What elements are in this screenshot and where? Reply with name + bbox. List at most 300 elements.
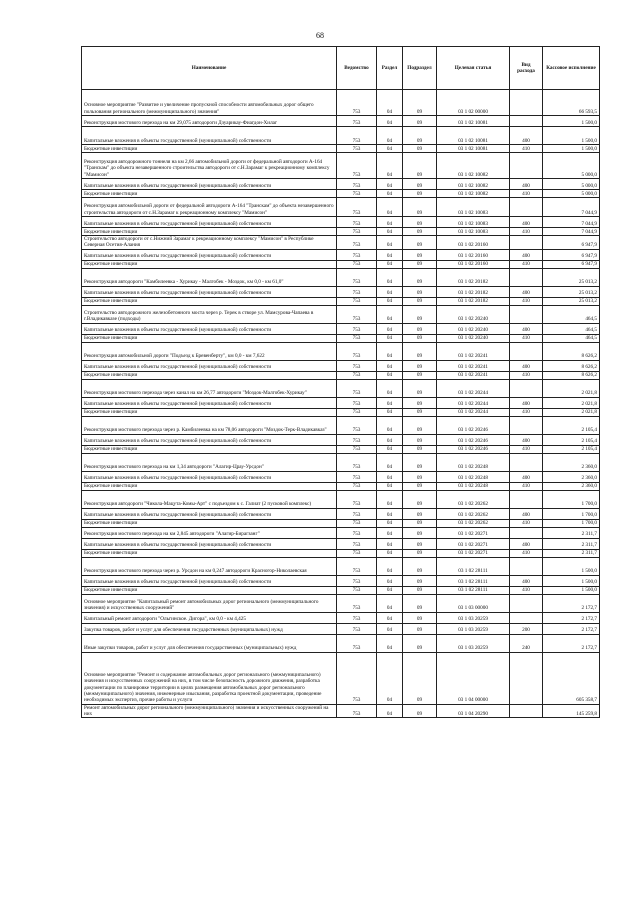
cell-target-article: 03 1 02 10082 (437, 153, 510, 179)
cell-section: 04 (377, 527, 403, 538)
cell-department: 753 (337, 634, 377, 652)
cell-department: 753 (337, 249, 377, 260)
cell-amount: 1 500,0 (543, 127, 600, 145)
cell-expense-type: 410 (510, 260, 543, 268)
table-row (82, 249, 600, 260)
cell-name: Бюджетные инвестиции (82, 408, 337, 416)
cell-amount: 2 172,7 (543, 623, 600, 634)
table-row (82, 323, 600, 334)
cell-section: 04 (377, 297, 403, 305)
cell-amount: 2 311,7 (543, 527, 600, 538)
cell-expense-type: 400 (510, 179, 543, 190)
cell-expense-type: 400 (510, 397, 543, 408)
cell-department: 753 (337, 228, 377, 236)
cell-section: 04 (377, 153, 403, 179)
cell-department: 753 (337, 549, 377, 557)
table-row (82, 228, 600, 236)
table-row (82, 371, 600, 379)
cell-subsection: 09 (403, 190, 437, 198)
cell-amount: 2 360,0 (543, 482, 600, 490)
cell-name: Реконструкция автомобильной дороги "Подъезд к Бревенберту", км 0,0 - км 7,622 (82, 342, 337, 360)
cell-target-article: 03 1 02 20240 (437, 334, 510, 342)
cell-department: 753 (337, 286, 377, 297)
cell-expense-type: 410 (510, 549, 543, 557)
cell-subsection: 09 (403, 116, 437, 127)
cell-department: 753 (337, 408, 377, 416)
cell-name: Реконструкция автодороги "Чикола-Мацута-Комы-Арт" с подъездом к с. Галиат (2 пусковой комплекс) (82, 490, 337, 508)
cell-name: Бюджетные инвестиции (82, 482, 337, 490)
cell-expense-type (510, 490, 543, 508)
cell-section: 04 (377, 471, 403, 482)
cell-target-article: 03 1 02 20244 (437, 379, 510, 397)
cell-target-article: 03 1 03 20259 (437, 634, 510, 652)
cell-amount: 2 311,7 (543, 549, 600, 557)
cell-name: Реконструкция автодорожного тоннеля на км 2,66 автомобильной дороги от федеральной автодороги А-164 "Транскам" до объекта незавершенного строительства автодороги от с.Н.Зарамаг к рекреационному комплексу "Мамисон" (82, 153, 337, 179)
cell-expense-type: 410 (510, 445, 543, 453)
cell-expense-type: 200 (510, 623, 543, 634)
cell-section: 04 (377, 249, 403, 260)
cell-section: 04 (377, 538, 403, 549)
cell-section: 04 (377, 190, 403, 198)
cell-subsection: 09 (403, 538, 437, 549)
cell-amount: 2 105,4 (543, 416, 600, 434)
cell-subsection: 09 (403, 217, 437, 228)
cell-name: Основное мероприятие "Развитие и увеличение пропускной способности автомобильных дорог общего пользования регионального (межмуниципального) значения" (82, 90, 337, 116)
cell-name: Бюджетные инвестиции (82, 334, 337, 342)
cell-department: 753 (337, 179, 377, 190)
cell-name: Бюджетные инвестиции (82, 297, 337, 305)
cell-department: 753 (337, 371, 377, 379)
cell-target-article: 03 1 02 10081 (437, 145, 510, 153)
cell-department: 753 (337, 190, 377, 198)
cell-expense-type (510, 153, 543, 179)
cell-expense-type: 400 (510, 127, 543, 145)
budget-execution-table (81, 46, 600, 718)
cell-expense-type: 400 (510, 249, 543, 260)
cell-department: 753 (337, 538, 377, 549)
cell-subsection: 09 (403, 397, 437, 408)
cell-amount: 464,5 (543, 305, 600, 323)
cell-expense-type: 410 (510, 371, 543, 379)
table-row (82, 538, 600, 549)
cell-subsection: 09 (403, 236, 437, 250)
cell-target-article: 03 1 02 20248 (437, 453, 510, 471)
cell-target-article: 03 1 02 20240 (437, 323, 510, 334)
cell-target-article: 03 1 02 20244 (437, 397, 510, 408)
cell-section: 04 (377, 342, 403, 360)
table-header-row (82, 47, 600, 90)
cell-target-article: 03 1 02 20246 (437, 434, 510, 445)
cell-name: Капитальные вложения в объекты государственной (муниципальной) собственности (82, 286, 337, 297)
cell-department: 753 (337, 360, 377, 371)
cell-amount: 66 593,5 (543, 90, 600, 116)
cell-department: 753 (337, 527, 377, 538)
cell-department: 753 (337, 508, 377, 519)
cell-expense-type (510, 379, 543, 397)
cell-subsection: 09 (403, 704, 437, 718)
cell-department: 753 (337, 704, 377, 718)
cell-target-article: 03 1 02 20240 (437, 305, 510, 323)
cell-section: 04 (377, 145, 403, 153)
cell-name: Реконструкция мостового перехода через р. Камбилеевка на км 78,06 автодороги "Моздок-Терк-Владикавказ" (82, 416, 337, 434)
cell-subsection: 09 (403, 334, 437, 342)
cell-expense-type: 410 (510, 334, 543, 342)
table-row (82, 268, 600, 286)
cell-name: Бюджетные инвестиции (82, 145, 337, 153)
cell-subsection: 09 (403, 153, 437, 179)
cell-section: 04 (377, 453, 403, 471)
cell-amount: 7 044,9 (543, 217, 600, 228)
cell-target-article: 03 1 04 00000 (437, 652, 510, 704)
cell-target-article: 03 1 02 20160 (437, 249, 510, 260)
cell-name: Капитальные вложения в объекты государственной (муниципальной) собственности (82, 575, 337, 586)
cell-section: 04 (377, 557, 403, 575)
page-number: 68 (316, 31, 324, 40)
cell-section: 04 (377, 575, 403, 586)
cell-target-article: 03 1 02 00000 (437, 90, 510, 116)
cell-section: 04 (377, 286, 403, 297)
table-row (82, 652, 600, 704)
cell-section: 04 (377, 508, 403, 519)
cell-subsection: 09 (403, 416, 437, 434)
table-row (82, 334, 600, 342)
cell-target-article: 03 1 02 20244 (437, 408, 510, 416)
cell-department: 753 (337, 342, 377, 360)
cell-amount: 8 626,2 (543, 342, 600, 360)
cell-section: 04 (377, 198, 403, 217)
cell-subsection: 09 (403, 127, 437, 145)
cell-name: Закупка товаров, работ и услуг для обеспечения государственных (муниципальных) нужд (82, 623, 337, 634)
cell-name: Бюджетные инвестиции (82, 228, 337, 236)
header-target-article: Целевая статья (437, 47, 510, 90)
cell-target-article: 03 1 02 28111 (437, 557, 510, 575)
cell-subsection: 09 (403, 594, 437, 612)
cell-target-article: 03 1 02 10082 (437, 179, 510, 190)
cell-target-article: 03 1 02 20271 (437, 538, 510, 549)
cell-section: 04 (377, 549, 403, 557)
table-row (82, 519, 600, 527)
table-row (82, 153, 600, 179)
cell-subsection: 09 (403, 652, 437, 704)
cell-department: 753 (337, 623, 377, 634)
cell-amount: 6 947,9 (543, 260, 600, 268)
cell-section: 04 (377, 179, 403, 190)
cell-section: 04 (377, 434, 403, 445)
cell-subsection: 09 (403, 623, 437, 634)
table-row (82, 575, 600, 586)
table-row (82, 586, 600, 594)
cell-target-article: 03 1 02 20241 (437, 342, 510, 360)
cell-department: 753 (337, 471, 377, 482)
cell-department: 753 (337, 236, 377, 250)
cell-subsection: 09 (403, 371, 437, 379)
cell-expense-type (510, 198, 543, 217)
cell-name: Строительство автодорожного железобетонного моста через р. Терек в створе ул. Мамсурова-Чапаева в г.Владикавказе (подходы) (82, 305, 337, 323)
cell-section: 04 (377, 634, 403, 652)
table-row (82, 508, 600, 519)
cell-target-article: 03 1 02 10083 (437, 198, 510, 217)
cell-expense-type (510, 594, 543, 612)
cell-department: 753 (337, 334, 377, 342)
cell-amount: 5 000,0 (543, 190, 600, 198)
cell-name: Бюджетные инвестиции (82, 190, 337, 198)
cell-section: 04 (377, 217, 403, 228)
cell-subsection: 09 (403, 453, 437, 471)
cell-subsection: 09 (403, 508, 437, 519)
cell-department: 753 (337, 557, 377, 575)
cell-target-article: 03 1 02 20262 (437, 519, 510, 527)
cell-expense-type (510, 704, 543, 718)
cell-department: 753 (337, 594, 377, 612)
table-row (82, 453, 600, 471)
cell-expense-type: 410 (510, 519, 543, 527)
cell-target-article: 03 1 02 20262 (437, 490, 510, 508)
header-section: Раздел (377, 47, 403, 90)
cell-expense-type: 410 (510, 586, 543, 594)
cell-amount: 464,5 (543, 334, 600, 342)
table-row (82, 179, 600, 190)
cell-department: 753 (337, 379, 377, 397)
table-row (82, 379, 600, 397)
cell-expense-type (510, 527, 543, 538)
cell-expense-type: 400 (510, 508, 543, 519)
cell-department: 753 (337, 260, 377, 268)
table-row (82, 704, 600, 718)
cell-subsection: 09 (403, 249, 437, 260)
cell-amount: 2 360,0 (543, 453, 600, 471)
cell-name: Капитальные вложения в объекты государственной (муниципальной) собственности (82, 249, 337, 260)
table-row (82, 527, 600, 538)
cell-expense-type: 410 (510, 228, 543, 236)
cell-section: 04 (377, 623, 403, 634)
cell-department: 753 (337, 612, 377, 623)
cell-name: Капитальные вложения в объекты государственной (муниципальной) собственности (82, 471, 337, 482)
cell-subsection: 09 (403, 634, 437, 652)
cell-section: 04 (377, 334, 403, 342)
cell-section: 04 (377, 445, 403, 453)
cell-amount: 8 626,2 (543, 360, 600, 371)
table-row (82, 217, 600, 228)
cell-subsection: 09 (403, 549, 437, 557)
cell-amount: 1 700,0 (543, 519, 600, 527)
cell-target-article: 03 1 03 20259 (437, 612, 510, 623)
cell-section: 04 (377, 236, 403, 250)
table-row (82, 236, 600, 250)
table-row (82, 297, 600, 305)
cell-section: 04 (377, 594, 403, 612)
cell-department: 753 (337, 153, 377, 179)
cell-section: 04 (377, 305, 403, 323)
cell-subsection: 09 (403, 297, 437, 305)
cell-subsection: 09 (403, 612, 437, 623)
cell-amount: 25 013,2 (543, 286, 600, 297)
cell-subsection: 09 (403, 179, 437, 190)
cell-section: 04 (377, 586, 403, 594)
cell-name: Строительство автодороги от с.Нижний Зарамаг к рекреационному комплексу "Мамисон" в Республике Северная Осетия-Алания (82, 236, 337, 250)
cell-amount: 1 500,0 (543, 575, 600, 586)
cell-expense-type: 400 (510, 323, 543, 334)
cell-department: 753 (337, 323, 377, 334)
cell-name: Реконструкция мостового перехода на км 1,34 автодороги "Алагир-Црау-Урсдон" (82, 453, 337, 471)
cell-department: 753 (337, 198, 377, 217)
cell-expense-type: 410 (510, 408, 543, 416)
cell-target-article: 03 1 03 00000 (437, 594, 510, 612)
cell-amount: 1 500,0 (543, 557, 600, 575)
cell-expense-type: 400 (510, 360, 543, 371)
cell-department: 753 (337, 575, 377, 586)
cell-subsection: 09 (403, 408, 437, 416)
cell-section: 04 (377, 127, 403, 145)
cell-name: Иные закупки товаров, работ и услуг для обеспечения государственных (муниципальных) нужд (82, 634, 337, 652)
cell-amount: 6 947,9 (543, 236, 600, 250)
cell-department: 753 (337, 397, 377, 408)
cell-amount: 1 700,0 (543, 490, 600, 508)
cell-department: 753 (337, 519, 377, 527)
cell-expense-type (510, 416, 543, 434)
cell-subsection: 09 (403, 90, 437, 116)
cell-name: Реконструкция автомобильной дороги от федеральной автодороги А-164 "Транскам" до объекта незавершенного строительства автодороги от с.Н.Зарамаг к рекреационному комплексу "Мамисон" (82, 198, 337, 217)
header-expense-type: Вид расхода (510, 47, 543, 90)
cell-target-article: 03 1 02 20182 (437, 297, 510, 305)
cell-amount: 6 947,9 (543, 249, 600, 260)
cell-department: 753 (337, 482, 377, 490)
cell-target-article: 03 1 02 20241 (437, 371, 510, 379)
table-row (82, 445, 600, 453)
cell-name: Реконструкция мостового перехода через р. Урсдон на км 0,247 автодороги Красногор-Николаевская (82, 557, 337, 575)
cell-expense-type: 400 (510, 471, 543, 482)
cell-department: 753 (337, 145, 377, 153)
cell-name: Капитальный ремонт автодороги "Ольгинское. Дигора", км 0,0 - км 4,425 (82, 612, 337, 623)
cell-department: 753 (337, 453, 377, 471)
cell-section: 04 (377, 360, 403, 371)
cell-section: 04 (377, 323, 403, 334)
table-row (82, 490, 600, 508)
cell-amount: 25 013,2 (543, 268, 600, 286)
cell-expense-type: 410 (510, 482, 543, 490)
cell-department: 753 (337, 586, 377, 594)
cell-department: 753 (337, 305, 377, 323)
cell-amount: 2 172,7 (543, 612, 600, 623)
header-name: Наименование (82, 47, 337, 90)
cell-expense-type (510, 90, 543, 116)
cell-target-article: 03 1 03 20259 (437, 623, 510, 634)
header-cash-execution: Кассовое исполнение (543, 47, 600, 90)
cell-target-article: 03 1 02 10081 (437, 116, 510, 127)
cell-subsection: 09 (403, 286, 437, 297)
cell-target-article: 03 1 02 28111 (437, 575, 510, 586)
table-row (82, 116, 600, 127)
cell-target-article: 03 1 02 20182 (437, 268, 510, 286)
cell-expense-type (510, 236, 543, 250)
cell-amount: 464,5 (543, 323, 600, 334)
cell-expense-type (510, 268, 543, 286)
cell-section: 04 (377, 704, 403, 718)
cell-target-article: 03 1 02 10083 (437, 217, 510, 228)
cell-section: 04 (377, 408, 403, 416)
table-row (82, 623, 600, 634)
cell-subsection: 09 (403, 471, 437, 482)
cell-amount: 145 259,8 (543, 704, 600, 718)
cell-department: 753 (337, 268, 377, 286)
cell-section: 04 (377, 379, 403, 397)
cell-target-article: 03 1 02 10081 (437, 127, 510, 145)
cell-expense-type: 240 (510, 634, 543, 652)
table-row (82, 471, 600, 482)
cell-name: Капитальные вложения в объекты государственной (муниципальной) собственности (82, 508, 337, 519)
cell-subsection: 09 (403, 323, 437, 334)
cell-target-article: 03 1 02 20271 (437, 527, 510, 538)
cell-name: Основное мероприятие "Капитальный ремонт автомобильных дорог регионального (межмуниципального значения) и искусственных сооружений" (82, 594, 337, 612)
cell-name: Основное мероприятие "Ремонт и содержание автомобильных дорог регионального (межмуниципального) значения и искусственных сооружений на них, в том числе безопасность дорожного движения, разработка документации по планировке территории в целях размещения автомобильных дорог регионального (межмуниципального) значения, инженерные изыскания, разработка проектной документации, проведение необходимых экспертиз, прочие работы и услуги (82, 652, 337, 704)
cell-amount: 2 021,8 (543, 408, 600, 416)
cell-name: Капитальные вложения в объекты государственной (муниципальной) собственности (82, 217, 337, 228)
cell-amount: 2 172,7 (543, 594, 600, 612)
cell-amount: 5 000,0 (543, 179, 600, 190)
cell-department: 753 (337, 297, 377, 305)
header-subsection: Подраздел (403, 47, 437, 90)
cell-expense-type: 400 (510, 217, 543, 228)
cell-expense-type: 410 (510, 145, 543, 153)
cell-expense-type (510, 612, 543, 623)
cell-amount: 2 021,8 (543, 397, 600, 408)
cell-amount: 2 021,8 (543, 379, 600, 397)
cell-subsection: 09 (403, 260, 437, 268)
cell-section: 04 (377, 228, 403, 236)
cell-target-article: 03 1 02 20248 (437, 482, 510, 490)
cell-section: 04 (377, 260, 403, 268)
cell-amount: 5 000,0 (543, 153, 600, 179)
cell-section: 04 (377, 371, 403, 379)
cell-target-article: 03 1 02 20262 (437, 508, 510, 519)
table-row (82, 634, 600, 652)
cell-subsection: 09 (403, 268, 437, 286)
cell-name: Капитальные вложения в объекты государственной (муниципальной) собственности (82, 397, 337, 408)
cell-target-article: 03 1 02 20160 (437, 260, 510, 268)
cell-target-article: 03 1 02 20241 (437, 360, 510, 371)
table-row (82, 482, 600, 490)
cell-department: 753 (337, 652, 377, 704)
table-row (82, 198, 600, 217)
table-row (82, 594, 600, 612)
cell-name: Реконструкция автодороги "Камбилеевка - Хурикау - Малгобек - Моздок, км 0,0 - км 61,0" (82, 268, 337, 286)
cell-amount: 1 500,0 (543, 116, 600, 127)
cell-subsection: 09 (403, 490, 437, 508)
cell-department: 753 (337, 116, 377, 127)
cell-department: 753 (337, 445, 377, 453)
cell-section: 04 (377, 116, 403, 127)
cell-amount: 1 700,0 (543, 508, 600, 519)
cell-target-article: 03 1 02 28111 (437, 586, 510, 594)
cell-target-article: 03 1 02 20182 (437, 286, 510, 297)
cell-amount: 7 044,9 (543, 228, 600, 236)
cell-department: 753 (337, 416, 377, 434)
cell-target-article: 03 1 02 20246 (437, 445, 510, 453)
cell-target-article: 03 1 02 10083 (437, 228, 510, 236)
table-row (82, 190, 600, 198)
cell-target-article: 03 1 02 20246 (437, 416, 510, 434)
cell-department: 753 (337, 434, 377, 445)
cell-expense-type: 400 (510, 575, 543, 586)
cell-amount: 2 172,7 (543, 634, 600, 652)
cell-target-article: 03 1 02 10082 (437, 190, 510, 198)
cell-subsection: 09 (403, 198, 437, 217)
table-row (82, 360, 600, 371)
cell-name: Реконструкция мостового перехода на км 29,075 автодороги Дзуарикау-Фиагдон-Хилаг (82, 116, 337, 127)
table-row (82, 557, 600, 575)
cell-amount: 8 626,2 (543, 371, 600, 379)
cell-target-article: 03 1 04 20290 (437, 704, 510, 718)
cell-section: 04 (377, 612, 403, 623)
